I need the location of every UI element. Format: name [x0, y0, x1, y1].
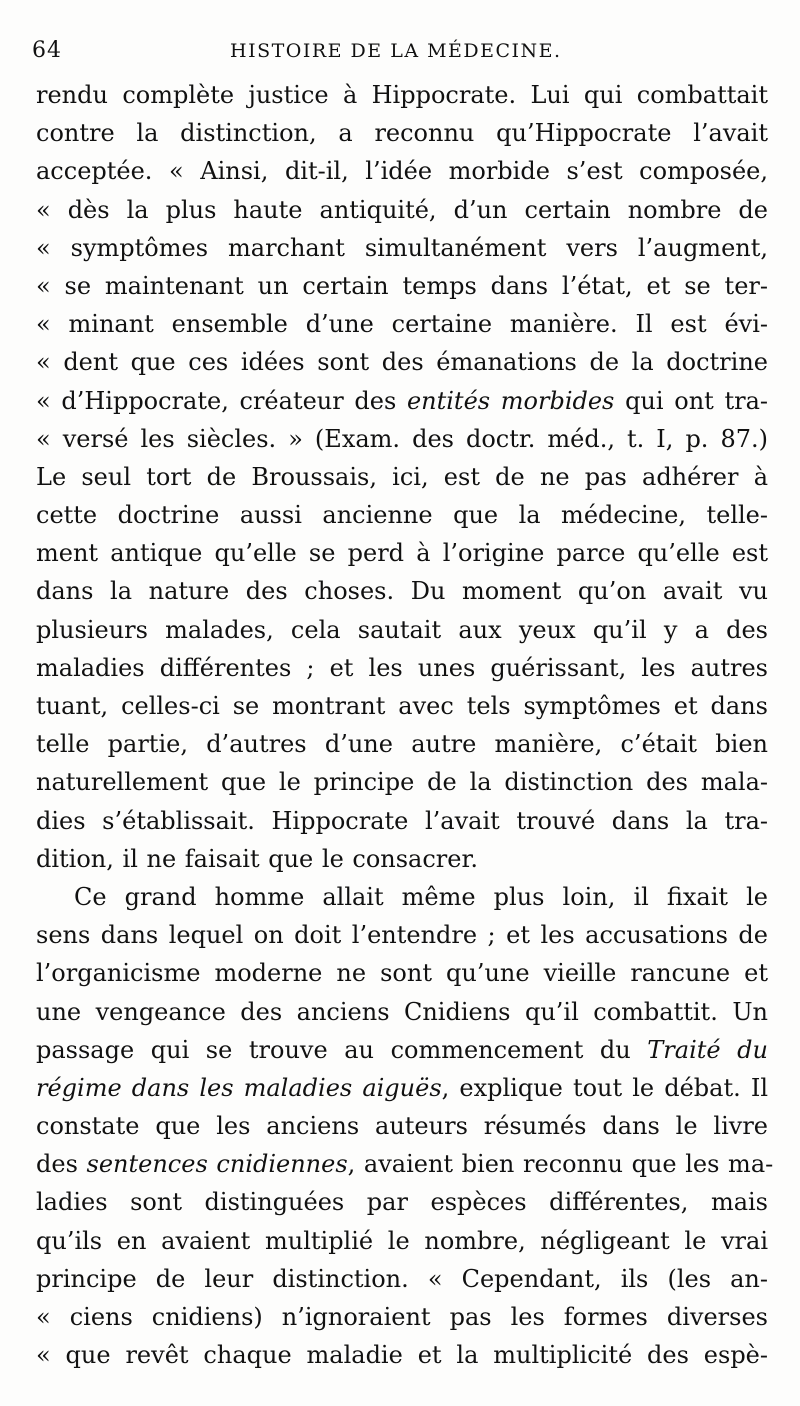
running-head [32, 38, 772, 68]
text-line [36, 191, 768, 229]
text-segment: « dès la plus haute antiquité, d’un certain nombre de [36, 195, 768, 224]
text-line [36, 152, 768, 190]
text-line [36, 1260, 768, 1298]
text-line [36, 687, 768, 725]
page-number: 64 [32, 38, 62, 63]
body-text [36, 76, 774, 1374]
text-line [36, 611, 768, 649]
text-segment: Ce grand homme allait même plus loin, il fixait le [74, 882, 768, 911]
text-line [36, 458, 768, 496]
italic-text: entités morbides [406, 386, 615, 415]
text-segment: constate que les anciens auteurs résumés dans le livre [36, 1112, 768, 1141]
running-title: HISTOIRE DE LA MÉDECINE. [230, 40, 562, 62]
text-segment: l’organicisme moderne ne sont qu’une vieille rancune et [36, 959, 768, 988]
text-segment: acceptée. « Ainsi, dit-il, l’idée morbide s’est composée, [36, 157, 768, 186]
text-segment: « versé les siècles. » (Exam. des doctr. méd., t. I, p. 87.) [36, 424, 768, 453]
text-line [36, 1336, 768, 1374]
text-segment: dans la nature des choses. Du moment qu’on avait vu [36, 577, 768, 606]
text-segment: contre la distinction, a reconnu qu’Hippocrate l’avait [36, 119, 768, 148]
italic-text: sentences cnidiennes [86, 1150, 348, 1179]
text-segment: dies s’établissait. Hippocrate l’avait trouvé dans la tra- [36, 806, 768, 835]
text-line [36, 840, 768, 878]
text-line [36, 572, 768, 610]
text-segment: cette doctrine aussi ancienne que la médecine, telle- [36, 501, 768, 530]
text-segment: telle partie, d’autres d’une autre manière, c’était bien [36, 730, 768, 759]
italic-text: Traité du [647, 1035, 768, 1064]
text-segment: qu’ils en avaient multiplié le nombre, négligeant le vrai [36, 1226, 768, 1255]
text-segment: une vengeance des anciens Cnidiens qu’il combattit. Un [36, 997, 768, 1026]
text-segment: qui ont tra- [614, 386, 769, 415]
text-segment: « que revêt chaque maladie et la multiplicité des espè- [36, 1341, 768, 1370]
text-segment: naturellement que le principe de la distinction des mala- [36, 768, 768, 797]
text-line [36, 343, 768, 381]
text-line [36, 763, 768, 801]
text-segment: principe de leur distinction. « Cependant, ils (les an- [36, 1264, 768, 1293]
text-segment: sens dans lequel on doit l’entendre ; et les accusations de [36, 921, 768, 950]
text-segment: ladies sont distinguées par espèces différentes, mais [36, 1188, 768, 1217]
text-segment: « se maintenant un certain temps dans l’état, et se ter- [36, 271, 768, 300]
text-line [36, 76, 768, 114]
text-segment: Le seul tort de Broussais, ici, est de ne pas adhérer à [36, 462, 768, 491]
text-line [36, 114, 768, 152]
text-segment: « ciens cnidiens) n’ignoraient pas les formes diverses [36, 1303, 768, 1331]
italic-text: régime dans les maladies aiguës [36, 1073, 442, 1102]
text-segment: « dent que ces idées sont des émanations de la doctrine [36, 348, 768, 377]
text-line [36, 802, 768, 840]
text-segment: passage qui se trouve au commencement du [36, 1035, 648, 1064]
text-line [36, 305, 768, 343]
text-line [36, 1222, 768, 1260]
text-segment: maladies différentes ; et les unes guérissant, les autres [36, 653, 768, 682]
text-segment: ment antique qu’elle se perd à l’origine parce qu’elle est [36, 539, 768, 568]
text-segment: , explique tout le débat. Il [441, 1073, 769, 1102]
text-segment: rendu complète justice à Hippocrate. Lui qui combattait [36, 81, 768, 109]
text-line [36, 534, 768, 572]
text-segment: dition, il ne faisait que le consacrer. [36, 844, 478, 873]
text-line [36, 496, 768, 534]
text-line [36, 1183, 768, 1221]
text-line [36, 993, 768, 1031]
text-line [36, 649, 768, 687]
text-line [36, 1145, 774, 1183]
text-segment: « minant ensemble d’une certaine manière. Il est évi- [36, 310, 768, 339]
text-line [36, 1298, 768, 1336]
text-line [36, 267, 768, 305]
text-line [36, 725, 768, 763]
text-line [36, 878, 768, 916]
text-segment: des [36, 1150, 87, 1179]
text-line [36, 1069, 768, 1107]
text-line [36, 382, 768, 420]
text-line [36, 954, 768, 992]
text-segment: , avaient bien reconnu que les ma- [347, 1150, 774, 1179]
text-segment: « symptômes marchant simultanément vers l’augment, [36, 233, 768, 262]
text-line [36, 420, 768, 458]
text-line [36, 229, 768, 267]
text-line [36, 1107, 768, 1145]
text-line [36, 916, 768, 954]
text-segment: plusieurs malades, cela sautait aux yeux qu’il y a des [36, 615, 768, 644]
text-segment: « d’Hippocrate, créateur des [36, 386, 407, 415]
text-line [36, 1031, 768, 1069]
text-segment: tuant, celles-ci se montrant avec tels symptômes et dans [36, 692, 768, 720]
